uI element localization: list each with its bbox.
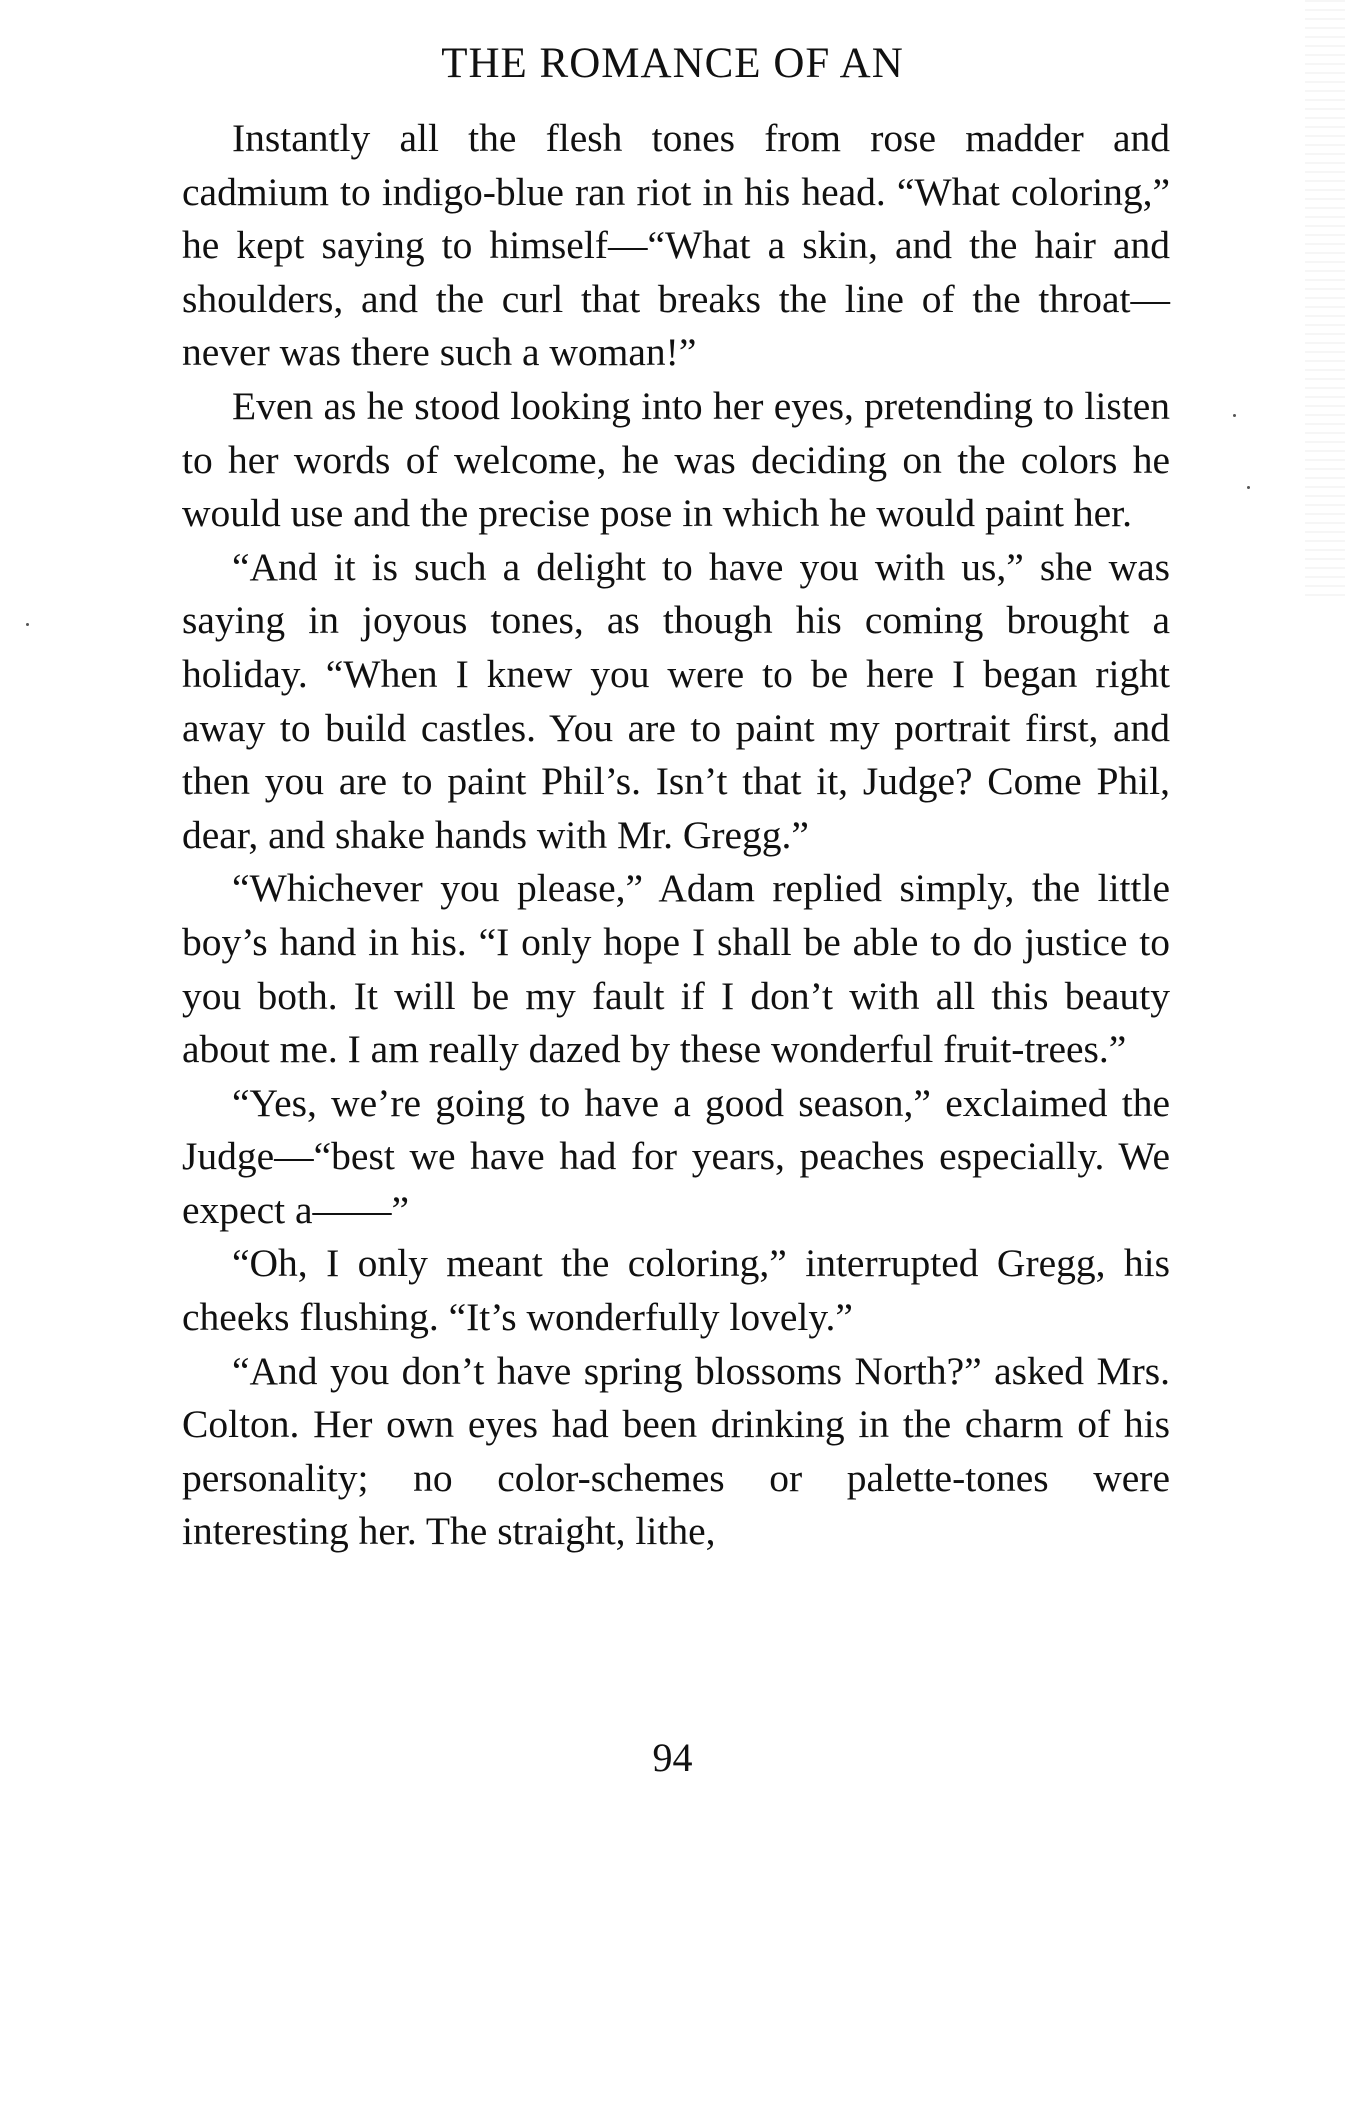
paragraph: “Whichever you please,” Adam replied simply, the little boy’s hand in his. “I only hope I shall be able to do justice to you both. It will be my fault if I don’t with all this beauty about me. I am really dazed by these wonderful fruit-trees.” [182,866,1170,1072]
paragraph: “Oh, I only meant the coloring,” interrupted Gregg, his cheeks flushing. “It’s wonderfully lovely.” [182,1241,1170,1340]
scan-speck [26,623,29,626]
running-head: THE ROMANCE OF AN [441,40,904,87]
paragraph: “Yes, we’re going to have a good season,” exclaimed the Judge—“best we have had for years, peaches especially. We expect a——” [182,1080,1170,1232]
paragraph: “And you don’t have spring blossoms North?” asked Mrs. Colton. Her own eyes had been drinking in the charm of his personality; no color-schemes or palette-tones were interesting her. The straight, lithe, [182,1348,1170,1554]
paragraph: Even as he stood looking into her eyes, pretending to listen to her words of welcome, he was deciding on the colors he would use and the precise pose in which he would paint her. [182,383,1170,536]
scan-speck [1233,414,1236,417]
paragraph: Instantly all the flesh tones from rose madder and cadmium to indigo-blue ran riot in his head. “What coloring,” he kept saying to himself—“What a skin, and the hair and shoulders, and the curl that breaks the line of the throat—never was there such a woman!” [182,116,1170,375]
scan-speck [1247,486,1250,489]
body-text [182,112,1170,1559]
page-number: 94 [652,1735,693,1780]
paragraph: “And it is such a delight to have you with us,” she was saying in joyous tones, as though his coming brought a holiday. “When I knew you were to be here I began right away to build castles. You are to paint my portrait first, and then you are to paint Phil’s. Isn’t that it, Judge? Come Phil, dear, and shake hands with Mr. Gregg.” [182,544,1170,857]
